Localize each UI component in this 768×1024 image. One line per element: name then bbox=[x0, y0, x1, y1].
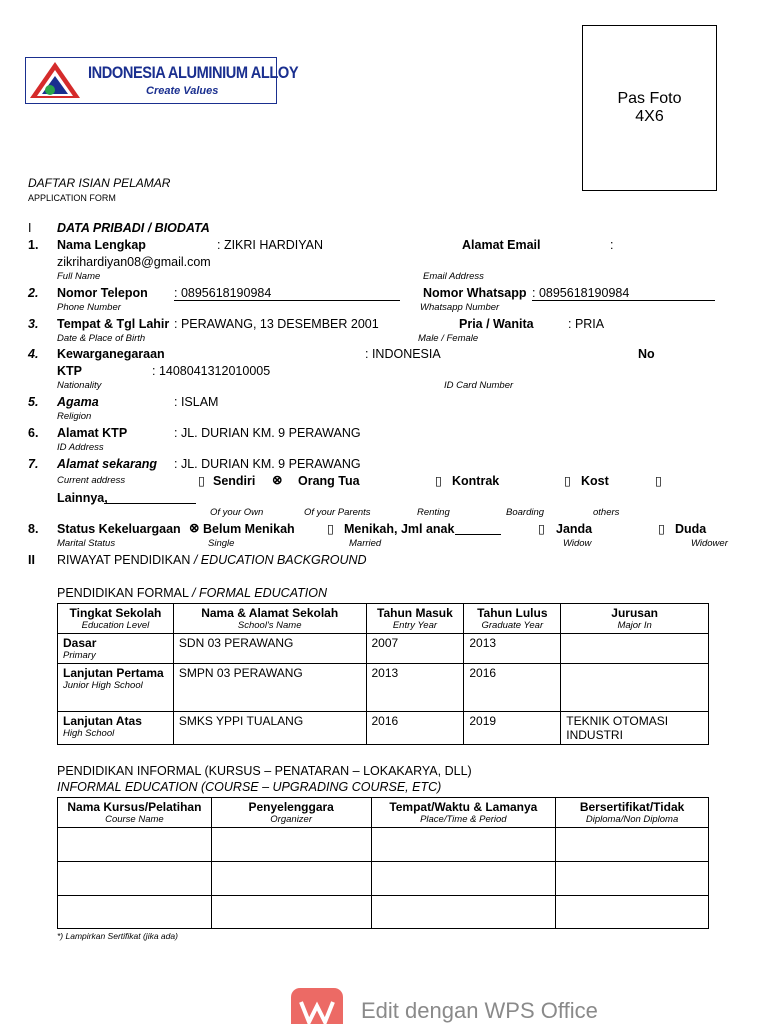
birth-sublabel: Date & Place of Birth bbox=[57, 333, 146, 344]
formal-level-cell: Dasar Primary bbox=[58, 634, 174, 664]
marital-sublabel: Marital Status bbox=[57, 538, 116, 549]
formal-header-entry: Tahun Masuk Entry Year bbox=[366, 604, 464, 634]
formal-entry-cell[interactable]: 2013 bbox=[366, 664, 464, 712]
phone-label: Nomor Telepon bbox=[57, 286, 148, 300]
field-5-number: 5. bbox=[28, 395, 39, 409]
table-row bbox=[58, 664, 709, 712]
ktp-label: KTP bbox=[57, 364, 82, 378]
informal-course-cell[interactable] bbox=[58, 828, 212, 862]
marital-single-sublabel: Single bbox=[208, 538, 235, 549]
company-logo bbox=[25, 57, 299, 104]
field-3-number: 3. bbox=[28, 317, 39, 331]
formal-major-cell[interactable] bbox=[561, 664, 709, 712]
section-1-number: I bbox=[28, 221, 32, 235]
formal-header-grad: Tahun Lulus Graduate Year bbox=[464, 604, 561, 634]
formal-header-row bbox=[58, 604, 709, 634]
whatsapp-label: Nomor Whatsapp bbox=[423, 286, 527, 300]
residence-checkbox-boarding[interactable]: ▯ bbox=[564, 474, 571, 488]
whatsapp-sublabel: Whatsapp Number bbox=[420, 302, 500, 313]
field-4-number: 4. bbox=[28, 347, 39, 361]
section-2-title-en: / EDUCATION BACKGROUND bbox=[193, 553, 367, 567]
informal-header-row bbox=[58, 798, 709, 828]
informal-place-cell[interactable] bbox=[371, 828, 556, 862]
formal-school-cell[interactable]: SMKS YPPI TUALANG bbox=[173, 712, 366, 745]
name-sublabel: Full Name bbox=[57, 271, 101, 282]
residence-rent-label: Kontrak bbox=[452, 474, 500, 488]
residence-rent-sublabel: Renting bbox=[417, 507, 450, 518]
gender-value[interactable]: : PRIA bbox=[568, 317, 605, 331]
wps-watermark-text: Edit dengan WPS Office bbox=[361, 998, 598, 1023]
table-row bbox=[58, 828, 709, 862]
birth-value[interactable]: : PERAWANG, 13 DESEMBER 2001 bbox=[174, 317, 379, 331]
logo-tagline: Create Values bbox=[146, 85, 219, 97]
marital-checkbox-widow[interactable]: ▯ bbox=[538, 522, 545, 536]
children-count-line[interactable] bbox=[455, 534, 501, 535]
email-colon: : bbox=[610, 238, 614, 252]
informal-header-place: Tempat/Waktu & Lamanya Place/Time & Period bbox=[371, 798, 556, 828]
marital-checkbox-single[interactable]: ⊗ bbox=[189, 521, 200, 535]
table-row bbox=[58, 896, 709, 929]
residence-parents-label: Orang Tua bbox=[298, 474, 360, 488]
wps-logo-icon bbox=[291, 988, 343, 1024]
residence-other-sublabel: others bbox=[593, 507, 620, 518]
formal-title-en: / FORMAL EDUCATION bbox=[192, 586, 327, 600]
logo-triangle-icon bbox=[28, 60, 82, 100]
wps-watermark[interactable] bbox=[291, 988, 651, 1024]
informal-place-cell[interactable] bbox=[371, 896, 556, 929]
residence-other-line[interactable] bbox=[104, 503, 196, 504]
formal-school-cell[interactable]: SMPN 03 PERAWANG bbox=[173, 664, 366, 712]
table-row bbox=[58, 862, 709, 896]
formal-grad-cell[interactable]: 2019 bbox=[464, 712, 561, 745]
address-ktp-label: Alamat KTP bbox=[57, 426, 128, 440]
table-row bbox=[58, 634, 709, 664]
residence-checkbox-parents[interactable]: ⊗ bbox=[272, 473, 283, 487]
formal-grad-cell[interactable]: 2013 bbox=[464, 634, 561, 664]
residence-boarding-label: Kost bbox=[581, 474, 609, 488]
field-1-number: 1. bbox=[28, 238, 39, 252]
section-2-title-id: RIWAYAT PENDIDIKAN bbox=[57, 553, 191, 567]
section-2-title bbox=[57, 553, 367, 567]
phone-sublabel: Phone Number bbox=[57, 302, 121, 313]
informal-organizer-cell[interactable] bbox=[211, 896, 371, 929]
marital-married-label: Menikah, Jml anak bbox=[344, 522, 455, 536]
field-2-number: 2. bbox=[28, 286, 39, 300]
certificate-note: *) Lampirkan Sertifikat (jika ada) bbox=[57, 931, 178, 941]
form-subtitle: APPLICATION FORM bbox=[28, 193, 116, 203]
form-title: DAFTAR ISIAN PELAMAR bbox=[28, 176, 171, 190]
formal-major-cell[interactable]: TEKNIK OTOMASI INDUSTRI bbox=[561, 712, 709, 745]
residence-checkbox-rent[interactable]: ▯ bbox=[435, 474, 442, 488]
name-label: Nama Lengkap bbox=[57, 238, 146, 252]
residence-own-label: Sendiri bbox=[213, 474, 256, 488]
formal-major-cell[interactable] bbox=[561, 634, 709, 664]
formal-header-major: Jurusan Major In bbox=[561, 604, 709, 634]
residence-boarding-sublabel: Boarding bbox=[506, 507, 545, 518]
field-7-number: 7. bbox=[28, 457, 39, 471]
ktp-value[interactable]: : 1408041312010005 bbox=[152, 364, 271, 378]
ktp-label-no: No bbox=[638, 347, 655, 361]
gender-label: Pria / Wanita bbox=[459, 317, 534, 331]
address-ktp-value[interactable]: : JL. DURIAN KM. 9 PERAWANG bbox=[174, 426, 361, 440]
field-8-number: 8. bbox=[28, 522, 39, 536]
marital-widow-label: Janda bbox=[556, 522, 593, 536]
photo-size: 4X6 bbox=[635, 108, 664, 125]
informal-education-title-en: INFORMAL EDUCATION (COURSE – UPGRADING COURSE, ETC) bbox=[57, 780, 442, 794]
formal-header-level: Tingkat Sekolah Education Level bbox=[58, 604, 174, 634]
residence-parents-sublabel: Of your Parents bbox=[304, 507, 371, 518]
formal-entry-cell[interactable]: 2007 bbox=[366, 634, 464, 664]
address-ktp-sublabel: ID Address bbox=[57, 442, 104, 453]
address-now-label: Alamat sekarang bbox=[57, 457, 158, 471]
formal-education-table bbox=[57, 603, 709, 745]
whatsapp-value[interactable]: : 0895618190984 bbox=[532, 286, 715, 301]
photo-label: Pas Foto bbox=[617, 90, 682, 107]
email-value[interactable]: zikrihardiyan08@gmail.com bbox=[57, 255, 211, 269]
name-value[interactable]: : ZIKRI HARDIYAN bbox=[217, 238, 324, 252]
nationality-value[interactable]: : INDONESIA bbox=[365, 347, 441, 361]
informal-course-cell[interactable] bbox=[58, 896, 212, 929]
logo-company-name: INDONESIA ALUMINIUM ALLOY bbox=[88, 63, 299, 82]
informal-diploma-cell[interactable] bbox=[556, 862, 709, 896]
marital-checkbox-widower[interactable]: ▯ bbox=[658, 522, 665, 536]
marital-single-label: Belum Menikah bbox=[203, 522, 295, 536]
nationality-sublabel: Nationality bbox=[57, 380, 102, 391]
informal-header-course: Nama Kursus/Pelatihan Course Name bbox=[58, 798, 212, 828]
religion-value[interactable]: : ISLAM bbox=[174, 395, 219, 409]
informal-organizer-cell[interactable] bbox=[211, 862, 371, 896]
table-row bbox=[58, 712, 709, 745]
informal-place-cell[interactable] bbox=[371, 862, 556, 896]
formal-school-cell[interactable]: SDN 03 PERAWANG bbox=[173, 634, 366, 664]
informal-header-organizer: Penyelenggara Organizer bbox=[211, 798, 371, 828]
phone-value[interactable]: : 0895618190984 bbox=[174, 286, 400, 301]
residence-own-sublabel: Of your Own bbox=[210, 507, 264, 518]
marital-widower-label: Duda bbox=[675, 522, 707, 536]
marital-checkbox-married[interactable]: ▯ bbox=[327, 522, 334, 536]
informal-education-table bbox=[57, 797, 709, 929]
gender-sublabel: Male / Female bbox=[418, 333, 479, 344]
formal-education-title bbox=[57, 586, 327, 600]
marital-widower-sublabel: Widower bbox=[691, 538, 728, 549]
marital-married-sublabel: Married bbox=[349, 538, 382, 549]
residence-checkbox-own[interactable]: ▯ bbox=[198, 474, 205, 488]
marital-widow-sublabel: Widow bbox=[563, 538, 592, 549]
informal-education-title: PENDIDIKAN INFORMAL (KURSUS – PENATARAN – LOKAKARYA, DLL) bbox=[57, 764, 472, 778]
photo-box[interactable] bbox=[582, 25, 717, 191]
informal-header-diploma: Bersertifikat/Tidak Diploma/Non Diploma bbox=[556, 798, 709, 828]
religion-label: Agama bbox=[57, 395, 99, 409]
ktp-sublabel: ID Card Number bbox=[444, 380, 514, 391]
formal-title-id: PENDIDIKAN FORMAL bbox=[57, 586, 189, 600]
birth-label: Tempat & Tgl Lahir bbox=[57, 317, 170, 331]
informal-diploma-cell[interactable] bbox=[556, 828, 709, 862]
informal-organizer-cell[interactable] bbox=[211, 828, 371, 862]
formal-header-school: Nama & Alamat Sekolah School's Name bbox=[173, 604, 366, 634]
section-2-number: II bbox=[28, 553, 35, 567]
religion-sublabel: Religion bbox=[57, 411, 92, 422]
formal-entry-cell[interactable]: 2016 bbox=[366, 712, 464, 745]
residence-checkbox-other[interactable]: ▯ bbox=[655, 474, 662, 488]
address-now-sublabel: Current address bbox=[57, 475, 126, 486]
marital-label: Status Kekeluargaan bbox=[57, 522, 181, 536]
formal-level-cell: Lanjutan Atas High School bbox=[58, 712, 174, 745]
formal-grad-cell[interactable]: 2016 bbox=[464, 664, 561, 712]
email-sublabel: Email Address bbox=[423, 271, 484, 282]
formal-level-cell: Lanjutan Pertama Junior High School bbox=[58, 664, 174, 712]
informal-course-cell[interactable] bbox=[58, 862, 212, 896]
residence-other-label: Lainnya, bbox=[57, 491, 108, 505]
informal-diploma-cell[interactable] bbox=[556, 896, 709, 929]
nationality-label: Kewarganegaraan bbox=[57, 347, 165, 361]
address-now-value[interactable]: : JL. DURIAN KM. 9 PERAWANG bbox=[174, 457, 361, 471]
field-6-number: 6. bbox=[28, 426, 39, 440]
email-label: Alamat Email bbox=[462, 238, 541, 252]
section-1-title: DATA PRIBADI / BIODATA bbox=[57, 221, 210, 235]
